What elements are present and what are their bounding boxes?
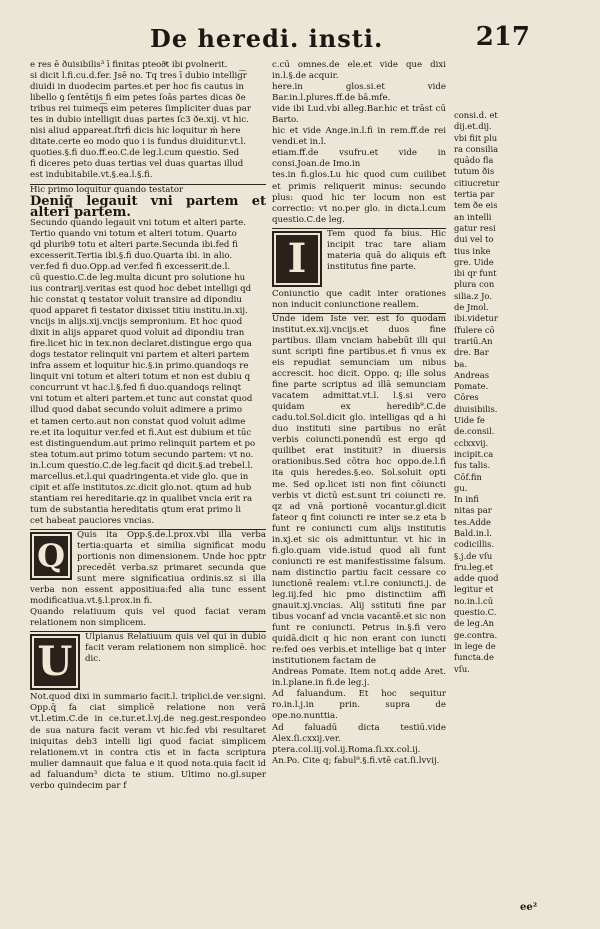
text-line: Cōf.fin bbox=[454, 471, 482, 482]
paragraph bbox=[30, 632, 266, 686]
text-line: infra assem et loquitur hic.§.in primo.quandoqs re bbox=[30, 361, 249, 372]
decorated-initial-u: U bbox=[30, 634, 80, 690]
text-line: de.consil. bbox=[454, 426, 495, 437]
running-title: De heredi. insti. bbox=[150, 24, 384, 53]
lemma-heading: Deniq̄ legauit vni partem et alteri partem. bbox=[30, 193, 266, 220]
text-line: tertia par bbox=[454, 189, 495, 200]
text-line: de Jmol. bbox=[454, 302, 489, 313]
text-line: si dicit l.fi.cu.d.fer. Jsē no. Tq tres ī dubio intellig͡r bbox=[30, 71, 247, 82]
text-line: consi.d. et bbox=[454, 110, 498, 120]
paragraph-text: Tem quod fa bius. Hic incipit trac tare aliam materia quā do aliquis eft institutus fine parte. bbox=[327, 228, 446, 272]
text-line: fire.licet hic in tex.non declaret.distingue ergo qua bbox=[30, 339, 252, 350]
text-line: in lege de bbox=[454, 640, 496, 651]
text-line: §.j.de vſu bbox=[454, 550, 493, 561]
text-line: vncijs in alijs.xij.vncijs sempronium. Et hoc quod bbox=[30, 317, 243, 328]
page-header bbox=[150, 22, 570, 58]
text-line: quoties.§.fi duo.ff.eo.C.de leg.l.cum questio. Sed bbox=[30, 148, 240, 159]
text-line: dij.et.dij. bbox=[454, 121, 492, 132]
text-line: ge.contra. bbox=[454, 629, 498, 640]
text-line: hic constat q testator voluit transire ad dipondiu bbox=[30, 294, 242, 305]
paragraph-text: Ulpianus Relatiuum quis vel qui in dubio facit veram relationem non simplicē. hoc dic. bbox=[85, 632, 266, 665]
text-line: incipit.ca bbox=[454, 448, 494, 459]
text-line: gre. Uide bbox=[454, 256, 494, 267]
note-text: Ad faluandum. Et hoc sequitur ro.in.l.j.in prin. supra de ope.no.nunttia. bbox=[272, 689, 446, 722]
text-line: tes in dubio intelligit duas partes ſc3 ðe.xij. vt hic. bbox=[30, 115, 249, 126]
text-line: Cōres bbox=[454, 392, 479, 403]
text-line: tribus rei tuimeq͡s eim peteres ſimpliciter duas par bbox=[30, 104, 252, 115]
text-line: In infi bbox=[454, 494, 480, 505]
text-line: vide ibi Lud.vbi alleg.Bar.hic et trāst cū Barto. bbox=[272, 104, 446, 126]
text-line: tius inke bbox=[454, 245, 491, 256]
text-line: silia.z Jo. bbox=[454, 290, 492, 301]
side-column bbox=[454, 110, 572, 675]
signature-mark: ee² bbox=[520, 902, 538, 913]
text-line: etiam.ff.de vsufru.et vide in consi.Joan.de Imo.in bbox=[272, 148, 446, 170]
text-line: gu. bbox=[454, 482, 468, 493]
text-line: c.cū omnes.de ele.et vide que dixi in.l.§.de acquir. bbox=[272, 60, 446, 82]
paragraph-text: tes.in fi.glos.Lu hic quod cum cuilibet et primis reliquerit minus: secundo plus: quod hic ter locum non est correctio: vt no.per glo. in dicta.l.cum questio.C.de leg. bbox=[272, 170, 446, 228]
paragraph bbox=[272, 228, 446, 282]
text-line: marcellus.et.l.qui quadringenta.et vide glo. que in bbox=[30, 471, 249, 482]
text-line: est distinguendum.aut primo relinquit partem et po bbox=[30, 438, 256, 449]
note-text: An.Po. Cite q; fabul⁹.§.fi.vtē cat.ſi.lvvij. bbox=[272, 755, 440, 766]
text-line: hic et vide Ange.in.l.fi in rem.ff.de rei vendi.et in.l. bbox=[272, 126, 446, 148]
text-line: fru.leg.et bbox=[454, 561, 494, 572]
text-line: cet habeat pauciores vncias. bbox=[30, 516, 266, 530]
paragraph-text: Coniunctio que cadit inter orationes non inducit coniunctione reallem. bbox=[272, 289, 446, 314]
text-line: codicillis. bbox=[454, 539, 495, 550]
text-line: dogs testator relinquit vni partem et alteri partem bbox=[30, 350, 250, 361]
paragraph-text: Unde idem Iste ver. est fo quodam institut.ex.xij.vncijs.et duos fine partibus. illam vnciam habebūt illi qui sunt scripti fine partibus.et fi vnus ex eis repudiat semunciam um nibus accrescit. hoc dicit. Oppo. q; ille solus fine parte scriptus ad illā semunciam vacatem admittat.vt.l. l.§.si vero quidam ex heredib⁹.C.de cadu.tol.Sol.dicit glo. intelligas qd a hi duo instituti sine partibus no erāt verbis coiuncti.ponendū est ergo qd quilibet erat instituit? in diuersis orationibus.Sed cōtra hoc oppo.de.l.fi ita quis heredes.§.eo. Sol.soluit opti me. Sed op.licet isti non fint cōiuncti verbis vt dictū est.sunt tri coiuncti re. qz ad vnā portionē vocantur.gl.dicit fateor q fint coiuncti re inter se.z eta b funt re coniuncti cum alijs institutis in.xj.et sic ois admittuntur. vt hic in fi.glo.quam vide.istud quod ali funt coniuncti re est manifestissime falsum. nam distinctio partiu facit cessare co iunctionē realem: vt.l.re coniuncti.j. de leg.iij.fed hic pmo distinctiim affi gnauit.xj.vncias. Alij sstituti fine par tibus vocanf ad vncia vacantē.et sic non funt re coniuncti. Petrus in.§.fi vero quidā.dicit q hic non erant con iuncti re:fed oes verbis.et intellige bat q inter institutionem factam de bbox=[272, 313, 446, 667]
text-line: de leg.An bbox=[454, 618, 495, 629]
text-line: quādo fla bbox=[454, 155, 494, 166]
text-line: e res ē ðuisibilis³ ī finitas pteoðͤt ibi ꝑvolnerit. bbox=[30, 60, 228, 70]
text-line: ra consilia bbox=[454, 143, 499, 154]
text-line: diuidi in duodecim partes.et per hoc fis cautus in bbox=[30, 82, 244, 93]
text-line: re.et ita loquitur ver.fed et fi.Aut est dubium et tūc bbox=[30, 427, 252, 438]
text-line: est indubitabile.vt.§.ea.l.§.fi. bbox=[30, 170, 266, 184]
text-line: gatur resi bbox=[454, 222, 496, 233]
paragraph-text: Quis ita Opp.§.de.l.prox.vbi illa verba tertia:quarta et similia significat modu portionis non dimensionem. Unde hoc pptr precedēt verba.sz primaret secunda que sunt mere significatiua ordinis.sz si illa verba non essent appositiua:fed alia tunc essent modificatiua.vt.§.l.prox.in fi. bbox=[30, 529, 266, 607]
text-line: ibi.videtur bbox=[454, 313, 498, 324]
text-line: nisi aliud appareat.ſtrfi dicis hic loquitur ṁ here bbox=[30, 126, 241, 137]
text-line: plura con bbox=[454, 279, 495, 290]
middle-column bbox=[272, 60, 446, 767]
text-line: diuisibilis. bbox=[454, 403, 498, 414]
text-line: stea totum.aut primo totum secundo partem: vt no. bbox=[30, 449, 254, 460]
text-line: dui vel to bbox=[454, 234, 494, 245]
text-line: Quando relatiuum quis vel quod faciat veram relationem non simplicem. bbox=[30, 607, 266, 632]
text-line: ius contrarij.veritas est quod hoc debet intelligi qd bbox=[30, 283, 252, 294]
text-line: trariū.An bbox=[454, 335, 493, 346]
text-line: legitur et bbox=[454, 584, 494, 595]
text-line: excesserit.Tertia ibi.§.fi duo.Quarta ibi. in alio. bbox=[30, 250, 233, 261]
folio-number: 217 bbox=[475, 22, 530, 52]
text-line: in.l.cum questio.C.de leg.facit qd dicit.§.ad trebel.l. bbox=[30, 460, 253, 471]
text-line: no.in.l.cū bbox=[454, 595, 494, 606]
text-line: Uide fe bbox=[454, 415, 485, 426]
paragraph-text: Not.quod dixi in summario facit.l. triplici.de ver.signi. Opp.q̄ fa ciat simplicē relatione non verā vt.l.etim.C.de in ce.tur.et.l.vj.de neg.gest.respondeo de sua natura facit veram vt hic.fed vbi resultaret iniquitas deb3 intelli ligi quod faciat simplicem relationem.vt in contra ctis et in facta scriptura mulier damnauit que falua e it quod nota.quia facit id ad faluandum³ dicta te stium. Ultimo no.gl.super verbo quindecim par f bbox=[30, 692, 266, 791]
text-line: qd plurib9 totu et alteri parte.Secunda ibi.fed fi bbox=[30, 239, 238, 250]
text-line: tes.Adde bbox=[454, 516, 492, 527]
text-line: nitas par bbox=[454, 505, 492, 516]
text-line: libello ꝯ ſentētijs fi eim petes ſoās partes dicas ðe bbox=[30, 93, 246, 104]
text-line: linquit vni totum et alteri totum et non est dubiu q bbox=[30, 372, 251, 383]
text-line: dre. Bar bbox=[454, 347, 489, 358]
text-line: adde quod bbox=[454, 573, 499, 584]
text-line: Bald.in.l. bbox=[454, 527, 492, 538]
text-line: ibi qr funt bbox=[454, 268, 497, 279]
text-line: concurrunt vt hac.l.§.fed fi duo.quandoqs relinqt bbox=[30, 383, 242, 394]
text-line: citiucretur bbox=[454, 177, 500, 188]
decorated-initial-q: Q bbox=[30, 532, 72, 580]
text-line: fus talis. bbox=[454, 460, 491, 471]
text-line: Tertio quando vni totum et alteri totum. Quarto bbox=[30, 228, 237, 239]
paragraph bbox=[30, 530, 266, 607]
text-line: Andreas bbox=[454, 369, 490, 380]
text-line: Pomate. bbox=[454, 381, 489, 392]
text-line: here.in glos.si.et vide Bar.in.l.plures.ff.de bā.mfe. bbox=[272, 82, 446, 104]
text-line: vbi fiit plu bbox=[454, 132, 498, 143]
text-line: Secundo quando legauit vni totum et alteri parte. bbox=[30, 217, 246, 228]
left-column bbox=[30, 60, 266, 792]
text-line: illud quod dabat secundo voluit adimere a primo bbox=[30, 405, 242, 416]
text-line: tum de substantia hereditatis qtum erat primo li bbox=[30, 504, 241, 515]
text-line: an intelli bbox=[454, 211, 492, 222]
note-text: Ad faluadū dicta testiū.vide Alex.ſi.cxxij.ver. ptera.col.iij.vol.ij.Roma.ſi.xx.col.ij. bbox=[272, 722, 446, 755]
text-line: functa.de bbox=[454, 652, 494, 663]
text-line: stantiam rei hereditarie.qz in qualibet vncia erit ra bbox=[30, 493, 253, 504]
text-line: ba. bbox=[454, 358, 468, 369]
text-line: cū questio.C.de leg.multa dicunt pro solutione hu bbox=[30, 272, 246, 283]
decorated-initial-i: I bbox=[272, 231, 322, 287]
text-line: dixit in alijs apparet quod voluit ad dipondiu tran bbox=[30, 328, 245, 339]
text-line: ver.fed fi duo.Opp.ad ver.fed fi excesserit.de.l. bbox=[30, 261, 231, 272]
text-line: questio.C. bbox=[454, 607, 497, 618]
text-line: vſu. bbox=[454, 663, 470, 674]
note-text: Andreas Pomate. Item not.q adde Aret. in.l.plane.in fi.de leg.j. bbox=[272, 667, 446, 689]
text-line: cipit et aſſe institutos.zc.dicit glo.not. qtum ad hub bbox=[30, 482, 252, 493]
text-line: cclxxvij. bbox=[454, 437, 489, 448]
text-line: ſfulere cō bbox=[454, 324, 495, 335]
text-line: tem ðe eis bbox=[454, 200, 498, 211]
text-line: et tamen certo.aut non constat quod voluit adime bbox=[30, 416, 246, 427]
text-line: vni totum et alteri partem.et tunc aut constat quod bbox=[30, 394, 253, 405]
text-line: quod apparet fi testator dixisset titiu institu.in.xij. bbox=[30, 306, 248, 317]
text-line: ditate.certe eo modo quo i is fundus diuiditur.vt.l. bbox=[30, 137, 247, 148]
text-line: Hic primo loquitur quando testator bbox=[30, 184, 184, 195]
text-line: tutum ðis bbox=[454, 166, 495, 177]
text-line: fi diceres peto duas tertias vel duas quartas illud bbox=[30, 159, 244, 170]
